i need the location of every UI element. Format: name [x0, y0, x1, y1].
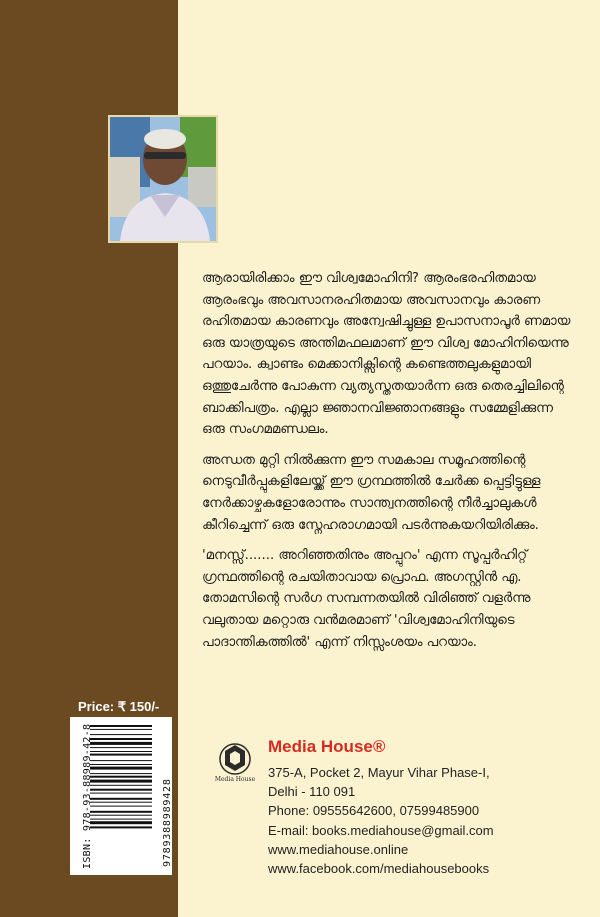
barcode-bar: [90, 767, 152, 770]
barcode-bar: [90, 754, 152, 756]
blurb-paragraph: അന്ധത മുറ്റി നിൽക്കുന്ന ഈ സമകാല സമൂഹത്തിന്റെ നെടുവീർപ്പുകളിലേയ്ക്ക് ഈ ഗ്രന്ഥത്തിൽ ചേർക്ക പ്പെട്ടിട്ടുള്ള നേർക്കാഴ്ചകളോരോന്നും സാന്ത്വനത്തിന്റെ നീർച്ചാലുകൾ കീറിച്ചെന്ന് ഒരു സ്നേഹരാഗമായി പടർന്നുകയറിയിരിക്കും.: [202, 452, 541, 533]
barcode-bar: [90, 802, 152, 803]
barcode-bar: [90, 821, 152, 824]
publisher-facebook-link[interactable]: www.facebook.com/mediahousebooks: [268, 861, 490, 877]
isbn-digits: 9789388989428: [162, 778, 173, 867]
barcode-bar: [90, 734, 152, 735]
barcode-bar: [90, 776, 152, 778]
author-photo: [108, 115, 218, 243]
barcode-bar: [90, 785, 152, 786]
publisher-website-link[interactable]: www.mediahouse.online: [268, 841, 409, 857]
barcode-bar: [90, 806, 152, 807]
price-label: Price: ₹ 150/-: [78, 699, 160, 714]
blurb: [202, 268, 574, 662]
publisher-name: Media House®: [268, 737, 386, 756]
publisher-email[interactable]: E-mail: books.mediahouse@gmail.com: [268, 822, 494, 838]
barcode-bar: [90, 780, 152, 783]
publisher-address-line2: Delhi - 110 091: [268, 784, 356, 800]
barcode-bar: [90, 789, 152, 791]
barcode-bar: [90, 819, 152, 820]
logo-text: Media House: [214, 776, 256, 783]
barcode-bar: [90, 826, 152, 828]
barcode-bar: [90, 773, 152, 774]
barcode-bar: [90, 742, 152, 745]
blurb-paragraph: ആരായിരിക്കാം ഈ വിശ്വമോഹിനി? ആരംഭരഹിതമായ ആരംഭവും അവസാനരഹിതമായ അവസാനവും കാരണ രഹിതമായ കാരണവും അന്വേഷിച്ചുള്ള ഉപാസനാപൂർ ണമായ ഒരു യാത്രയുടെ അന്തിമഫലമാണ് ഈ വിശ്വ മോഹിനിയെന്നു പറയാം. ക്വാണ്ടം മെക്കാനിക്സിന്റെ കണ്ടെത്തലുകളുമായി ഒത്തുചേർന്നു പോകുന്ന വ്യത്യസ്തതയാർന്ന ഒരു തെരച്ചിലിന്റെ ബാക്കിപത്രം. എല്ലാ ജ്ഞാനവിജ്ഞാനങ്ങളും സമ്മേളിക്കുന്ന ഒരു സംഗമമണ്ഡലം.: [202, 271, 571, 438]
barcode-bar: [90, 815, 152, 816]
barcode-bar: [90, 729, 152, 730]
media-house-logo-icon: [213, 739, 257, 783]
barcode-bar: [90, 747, 152, 748]
publisher-phone: Phone: 09555642600, 07599485900: [268, 803, 480, 819]
barcode-bar: [90, 738, 152, 740]
barcode-bar: [90, 725, 152, 727]
isbn-barcode: [70, 717, 172, 875]
barcode-bar: [90, 760, 152, 761]
barcode-bar: [90, 793, 152, 794]
isbn-label: ISBN: 978-93-88989-42-8: [82, 723, 93, 869]
publisher-address-line1: 375-A, Pocket 2, Mayur Vihar Phase-I,: [268, 765, 490, 780]
barcode-bar: [90, 764, 152, 765]
barcode-bar: [90, 811, 152, 813]
barcode-bar: [90, 798, 152, 800]
barcode-bar: [90, 751, 152, 752]
blurb-paragraph: 'മനസ്സ്....... അറിഞ്ഞതിനും അപ്പുറം' എന്ന സൂപ്പർഹിറ്റ് ഗ്രന്ഥത്തിന്റെ രചയിതാവായ പ്രൊഫ. അഗസ്റ്റിൻ എ. തോമസിന്റെ സർഗ സമ്പന്നതയിൽ വിരിഞ്ഞ് വളർന്നു വലുതായ മറ്റൊരു വൻമരമാണ് 'വിശ്വമോഹിനിയുടെ പാദാന്തികത്തിൽ' എന്ന് നിസ്സംശയം പറയാം.: [202, 548, 531, 650]
publisher-info: [268, 737, 494, 878]
